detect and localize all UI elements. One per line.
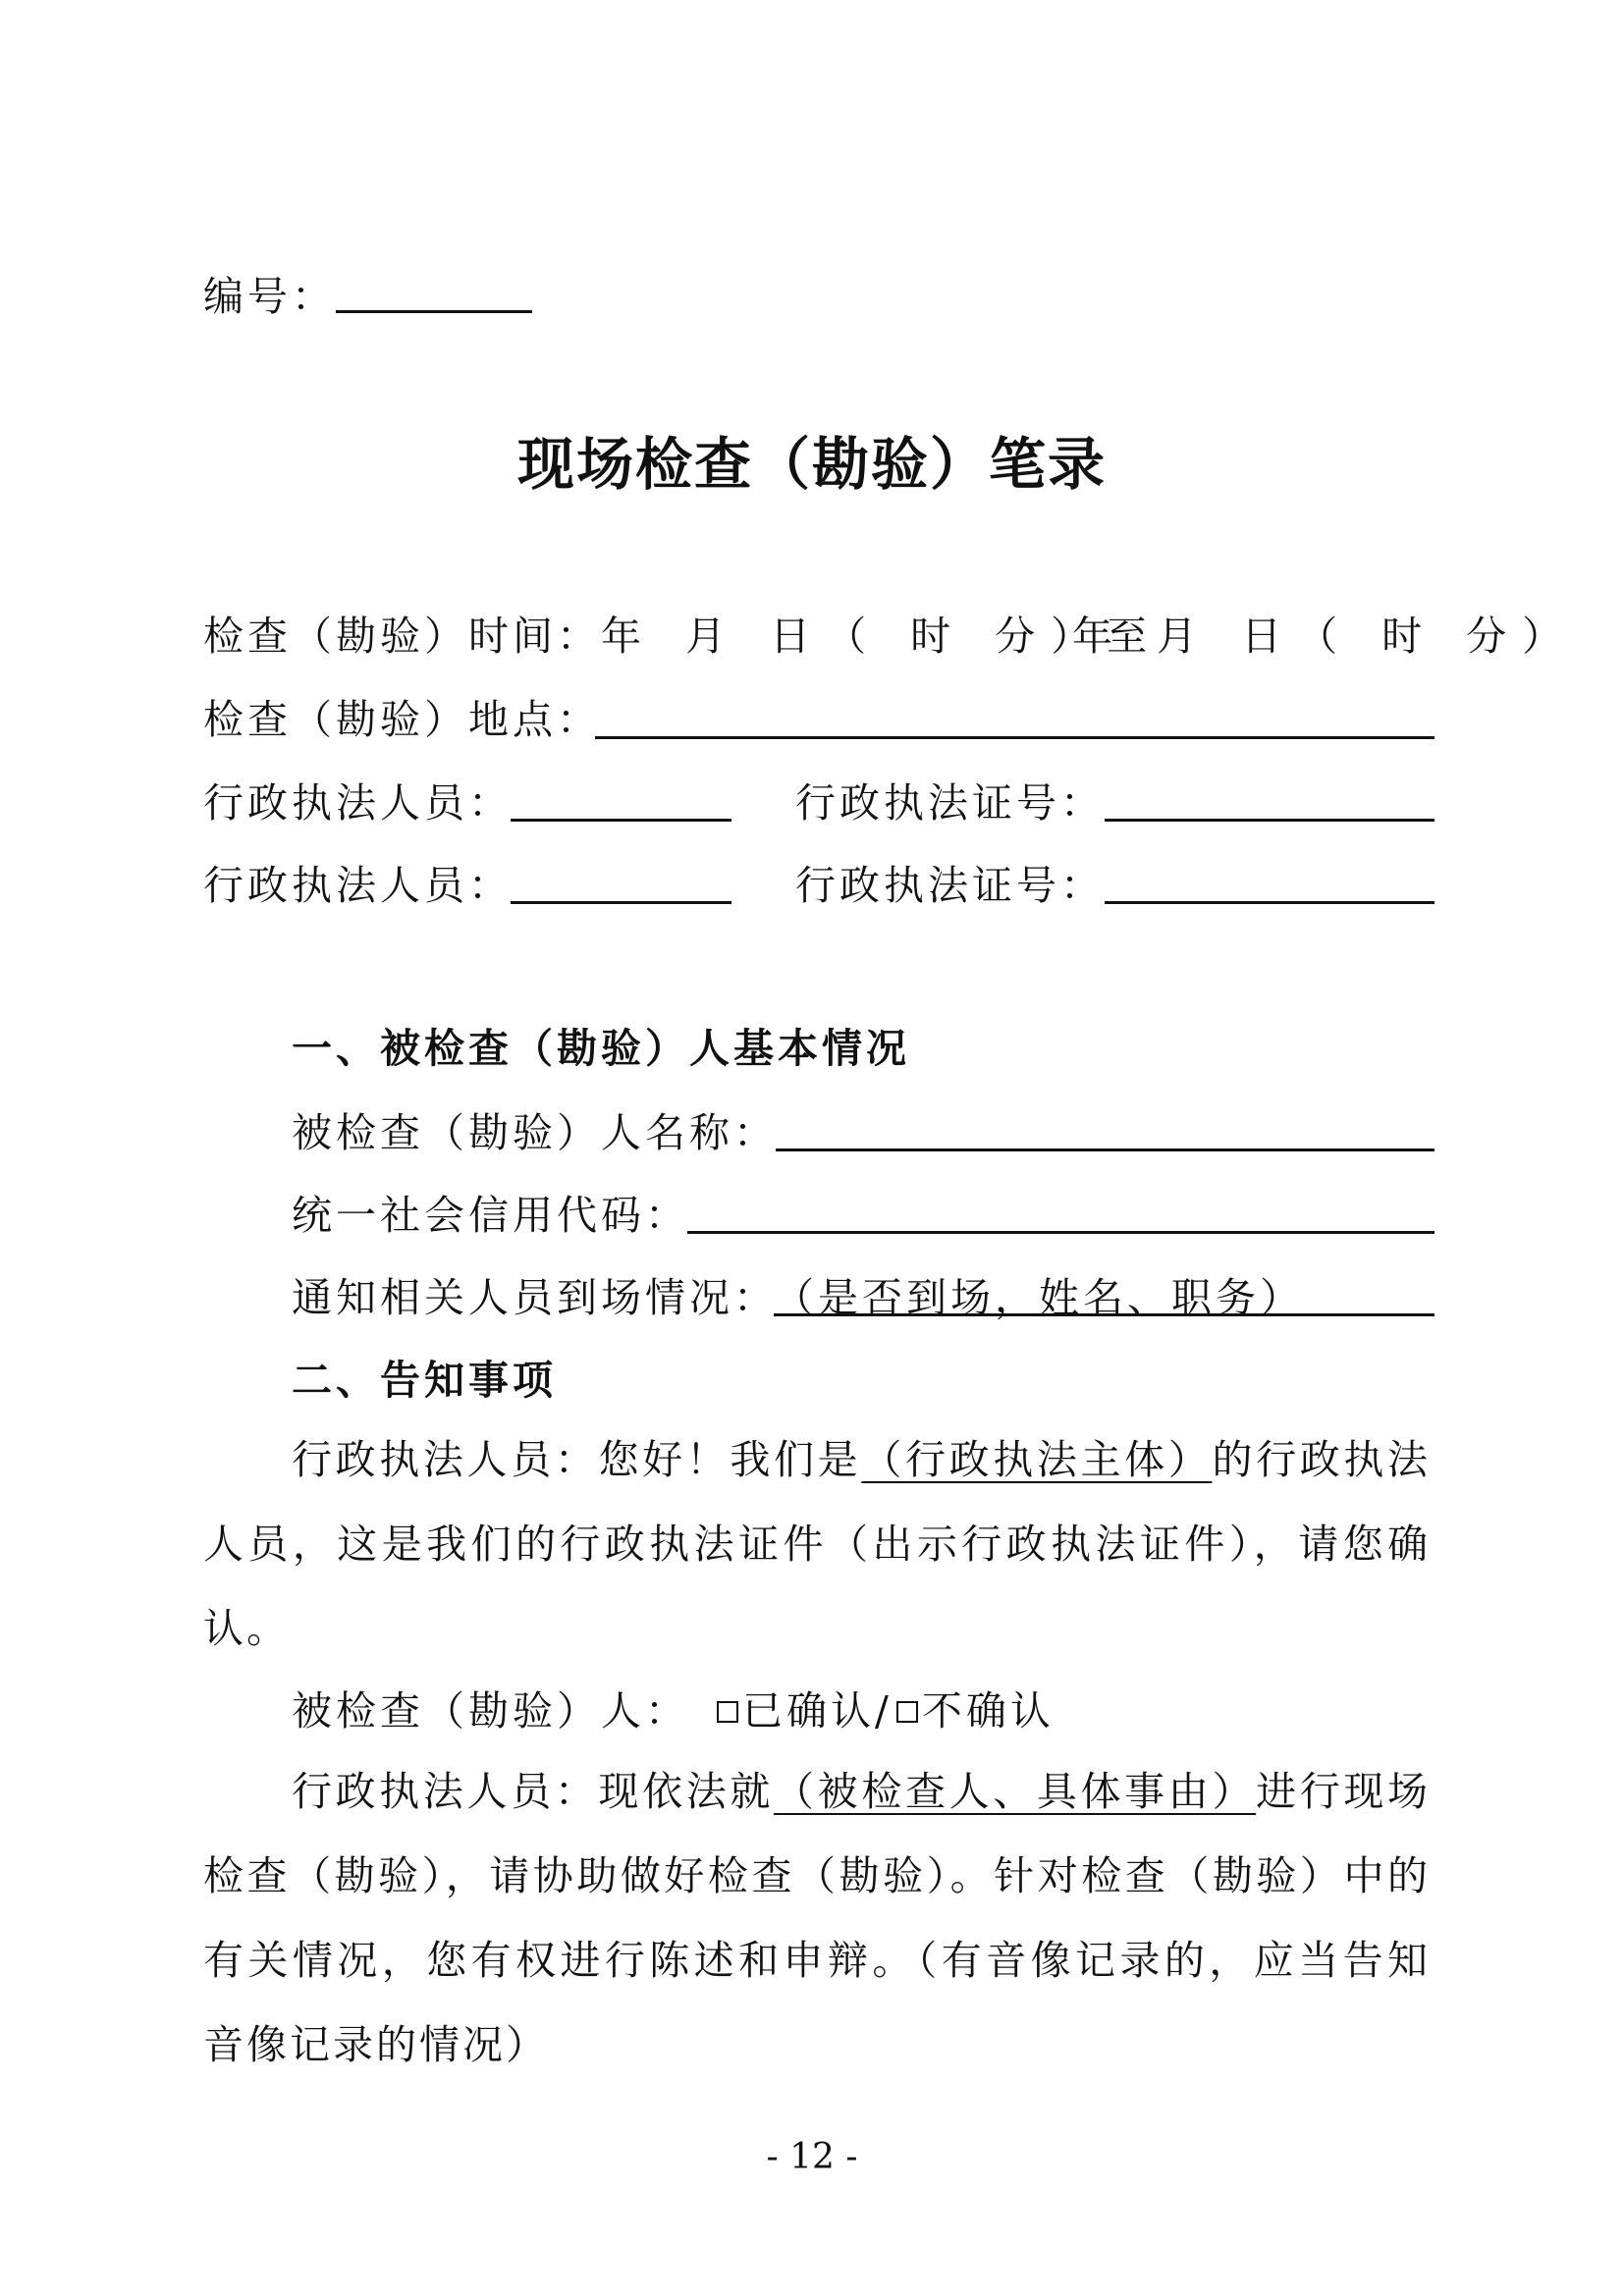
notify-label: 通知相关人员到场情况： [292, 1274, 778, 1321]
officer-2-field[interactable] [511, 901, 731, 904]
notice-paragraph-3 [203, 1749, 1431, 2087]
cert-1-label: 行政执法证号： [795, 779, 1105, 827]
notify-value[interactable]: （是否到场，姓名、职务） [774, 1274, 1304, 1321]
credit-code-field[interactable] [687, 1231, 1435, 1234]
confirm-row [292, 1687, 1055, 1735]
place-label: 检查（勘验）地点： [203, 696, 601, 743]
notice-paragraph-1 [203, 1417, 1431, 1671]
checkbox-not-confirmed[interactable] [896, 1701, 918, 1723]
number-label: 编号： [203, 273, 336, 320]
number-field[interactable] [336, 310, 532, 313]
option-not-confirmed: 不确认 [921, 1687, 1055, 1735]
option-confirmed: 已确认/ [742, 1687, 893, 1735]
page-number: - 12 - [766, 2137, 858, 2177]
notice-3-pre: 行政执法人员：现依法就 [292, 1768, 775, 1815]
cert-2-field[interactable] [1105, 901, 1435, 904]
inspected-name-label: 被检查（勘验）人名称： [292, 1109, 778, 1156]
cert-1-field[interactable] [1105, 819, 1435, 822]
notice-1-pre: 行政执法人员：您好！我们是 [292, 1436, 862, 1483]
confirm-label: 被检查（勘验）人： [292, 1687, 689, 1735]
time-label: 检查（勘验）时间： [203, 613, 601, 660]
enforcement-body-fill[interactable]: （行政执法主体） [861, 1436, 1213, 1483]
place-field[interactable] [595, 736, 1435, 739]
notice-3-post: 进行现场检查（勘验），请协助做好检查（勘验）。针对检查（勘验）中的有关情况，您有权进行陈述和申辩。（有音像记录的，应当告知音像记录的情况） [203, 1768, 1432, 2068]
section-1-heading: 一、被检查（勘验）人基本情况 [292, 1025, 910, 1072]
time-start[interactable]: 年 月 日（ 时 分）至 [601, 613, 1164, 660]
officer-1-label: 行政执法人员： [203, 779, 513, 827]
cert-2-label: 行政执法证号： [795, 862, 1105, 909]
officer-2-label: 行政执法人员： [203, 862, 513, 909]
officer-1-field[interactable] [511, 819, 731, 822]
document-title: 现场检查（勘验）笔录 [516, 431, 1107, 498]
section-2-heading: 二、告知事项 [292, 1357, 557, 1404]
checkbox-confirmed[interactable] [717, 1701, 738, 1723]
subject-matter-fill[interactable]: （被检查人、具体事由） [774, 1768, 1257, 1815]
notice-1-post: 的行政执法人员，这是我们的行政执法证件（出示行政执法证件），请您确认。 [203, 1436, 1432, 1652]
inspected-name-field[interactable] [776, 1148, 1435, 1151]
time-end[interactable]: 年 月 日（ 时 分） [1072, 613, 1579, 660]
notify-underline [774, 1313, 1435, 1316]
credit-code-label: 统一社会信用代码： [292, 1192, 689, 1239]
